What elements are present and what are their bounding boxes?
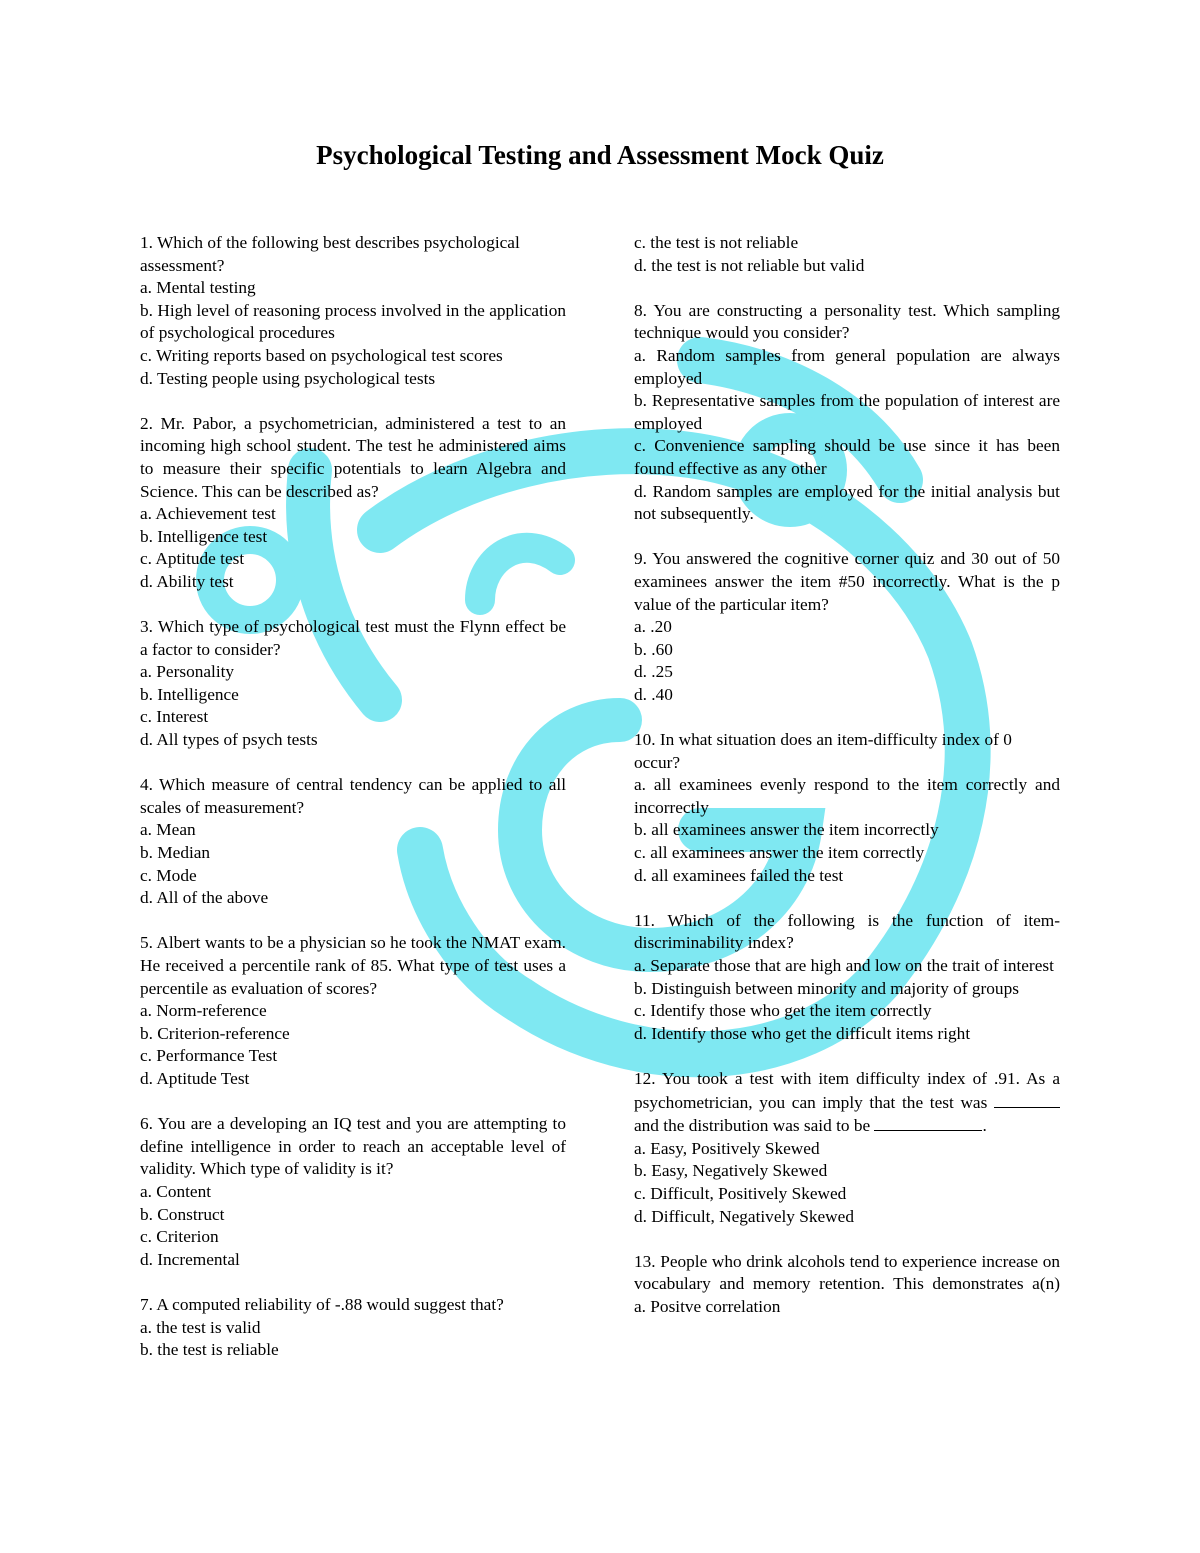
question-stem-end: a(n) xyxy=(1032,1274,1060,1294)
option-a: a. Random samples from general population are always employed xyxy=(634,345,1060,388)
option-a: a. all examinees evenly respond to the item correctly and incorrectly xyxy=(634,775,1060,817)
option-a: a. Personality xyxy=(140,662,235,682)
option-c: c. Writing reports based on psychological test scores xyxy=(140,345,503,365)
question-5 xyxy=(140,932,566,1090)
option-c: d. .25 xyxy=(634,662,673,682)
question-stem-text: 13. People who drink alcohols tend to experience increase on vocabulary and memory retention. This demonstrates xyxy=(634,1251,1060,1294)
option-a: a. Mean xyxy=(140,820,196,840)
option-d: d. Random samples are employed for the initial analysis but not subsequently. xyxy=(634,481,1060,524)
option-d: d. All of the above xyxy=(140,888,269,908)
option-d: d. the test is not reliable but valid xyxy=(634,255,865,275)
question-stem: 3. Which type of psychological test must the Flynn effect be a factor to consider? xyxy=(140,617,566,659)
option-a: a. Mental testing xyxy=(140,278,256,298)
question-stem: 8. You are constructing a personality test. Which sampling technique would you consider? xyxy=(634,300,1060,343)
question-9 xyxy=(634,548,1060,706)
option-c: c. Convenience sampling should be use since it has been found effective as any other xyxy=(634,436,1060,478)
question-4 xyxy=(140,774,566,910)
option-d: d. Identify those who get the difficult items right xyxy=(634,1023,971,1043)
option-b: b. Criterion-reference xyxy=(140,1023,290,1043)
option-b: b. Distinguish between minority and majority of groups xyxy=(634,978,1019,998)
question-3 xyxy=(140,616,566,752)
question-stem: 5. Albert wants to be a physician so he took the NMAT exam. He received a percentile rank of 85. What type of test uses a percentile as evaluation of scores? xyxy=(140,933,566,998)
option-c: c. Criterion xyxy=(140,1227,219,1247)
option-b: b. Construct xyxy=(140,1204,225,1224)
answer-blank-1 xyxy=(994,1091,1060,1108)
option-d: d. Testing people using psychological tests xyxy=(140,368,436,388)
question-stem xyxy=(634,1068,1060,1138)
question-7-continued xyxy=(634,232,1060,277)
question-stem: 6. You are a developing an IQ test and you are attempting to define intelligence in order to reach an acceptable level of validity. Which type of validity is it? xyxy=(140,1114,566,1179)
question-stem-part2: and the distribution was said to be xyxy=(634,1116,871,1136)
option-c: c. Mode xyxy=(140,865,197,885)
option-c: c. Interest xyxy=(140,707,209,727)
option-b: b. the test is reliable xyxy=(140,1340,279,1360)
option-a: a. .20 xyxy=(634,617,672,637)
option-d: d. .40 xyxy=(634,684,673,704)
option-b: b. High level of reasoning process involved in the application of psychological procedures xyxy=(140,300,566,343)
option-a: a. the test is valid xyxy=(140,1317,261,1337)
question-stem-part1: 12. You took a test with item difficulty index of .91. As a psychometrician, you can imply that the test was xyxy=(634,1068,1060,1112)
question-stem: 1. Which of the following best describes psychological assessment? xyxy=(140,233,520,275)
option-b: b. Representative samples from the population of interest are employed xyxy=(634,391,1060,433)
option-d: d. Aptitude Test xyxy=(140,1068,250,1088)
question-12 xyxy=(634,1068,1060,1228)
question-stem: 2. Mr. Pabor, a psychometrician, administered a test to an incoming high school student. The test he administered aims to measure their specific potentials to learn Algebra and Science. This can be described as? xyxy=(140,413,566,501)
question-stem: 11. Which of the following is the function of item-discriminability index? xyxy=(634,910,1060,953)
question-2 xyxy=(140,413,566,594)
question-13 xyxy=(634,1251,1060,1319)
option-b: b. Intelligence test xyxy=(140,526,268,546)
option-b: b. Intelligence xyxy=(140,684,239,704)
option-d: d. all examinees failed the test xyxy=(634,865,844,885)
question-8 xyxy=(634,300,1060,526)
question-stem: 9. You answered the cognitive corner quiz and 30 out of 50 examinees answer the item #50 incorrectly. What is the p value of the particular item? xyxy=(634,549,1060,614)
option-a: a. Content xyxy=(140,1181,212,1201)
option-d: d. All types of psych tests xyxy=(140,730,318,750)
option-b: b. Easy, Negatively Skewed xyxy=(634,1161,828,1181)
question-stem: 10. In what situation does an item-difficulty index of 0 occur? xyxy=(634,730,1012,772)
option-a: a. Positve correlation xyxy=(634,1296,781,1316)
question-stem xyxy=(634,1251,1060,1296)
right-column xyxy=(634,232,1060,1341)
option-a: a. Easy, Positively Skewed xyxy=(634,1138,820,1158)
question-stem: 4. Which measure of central tendency can be applied to all scales of measurement? xyxy=(140,775,566,817)
option-d: d. Difficult, Negatively Skewed xyxy=(634,1206,854,1226)
option-b: b. .60 xyxy=(634,639,673,659)
option-a: a. Separate those that are high and low on the trait of interest xyxy=(634,956,1054,975)
option-c: c. Difficult, Positively Skewed xyxy=(634,1183,847,1203)
option-b: b. all examinees answer the item incorrectly xyxy=(634,820,939,840)
question-stem-end: . xyxy=(982,1116,987,1136)
option-c: c. the test is not reliable xyxy=(634,233,799,252)
option-a: a. Norm-reference xyxy=(140,1001,267,1021)
option-c: c. Identify those who get the item correctly xyxy=(634,1001,932,1021)
option-c: c. Aptitude test xyxy=(140,549,245,569)
question-11 xyxy=(634,910,1060,1046)
page-title: Psychological Testing and Assessment Mock Quiz xyxy=(316,140,884,170)
option-b: b. Median xyxy=(140,843,211,863)
question-7 xyxy=(140,1294,566,1362)
answer-blank-2 xyxy=(874,1114,982,1131)
question-1 xyxy=(140,232,566,390)
option-d: d. Ability test xyxy=(140,571,234,591)
option-a: a. Achievement test xyxy=(140,504,276,524)
question-stem: 7. A computed reliability of -.88 would suggest that? xyxy=(140,1294,504,1314)
left-column xyxy=(140,232,566,1384)
option-c: c. Performance Test xyxy=(140,1046,278,1066)
question-10 xyxy=(634,729,1060,887)
option-c: c. all examinees answer the item correctly xyxy=(634,843,925,863)
option-d: d. Incremental xyxy=(140,1249,240,1269)
question-6 xyxy=(140,1113,566,1271)
